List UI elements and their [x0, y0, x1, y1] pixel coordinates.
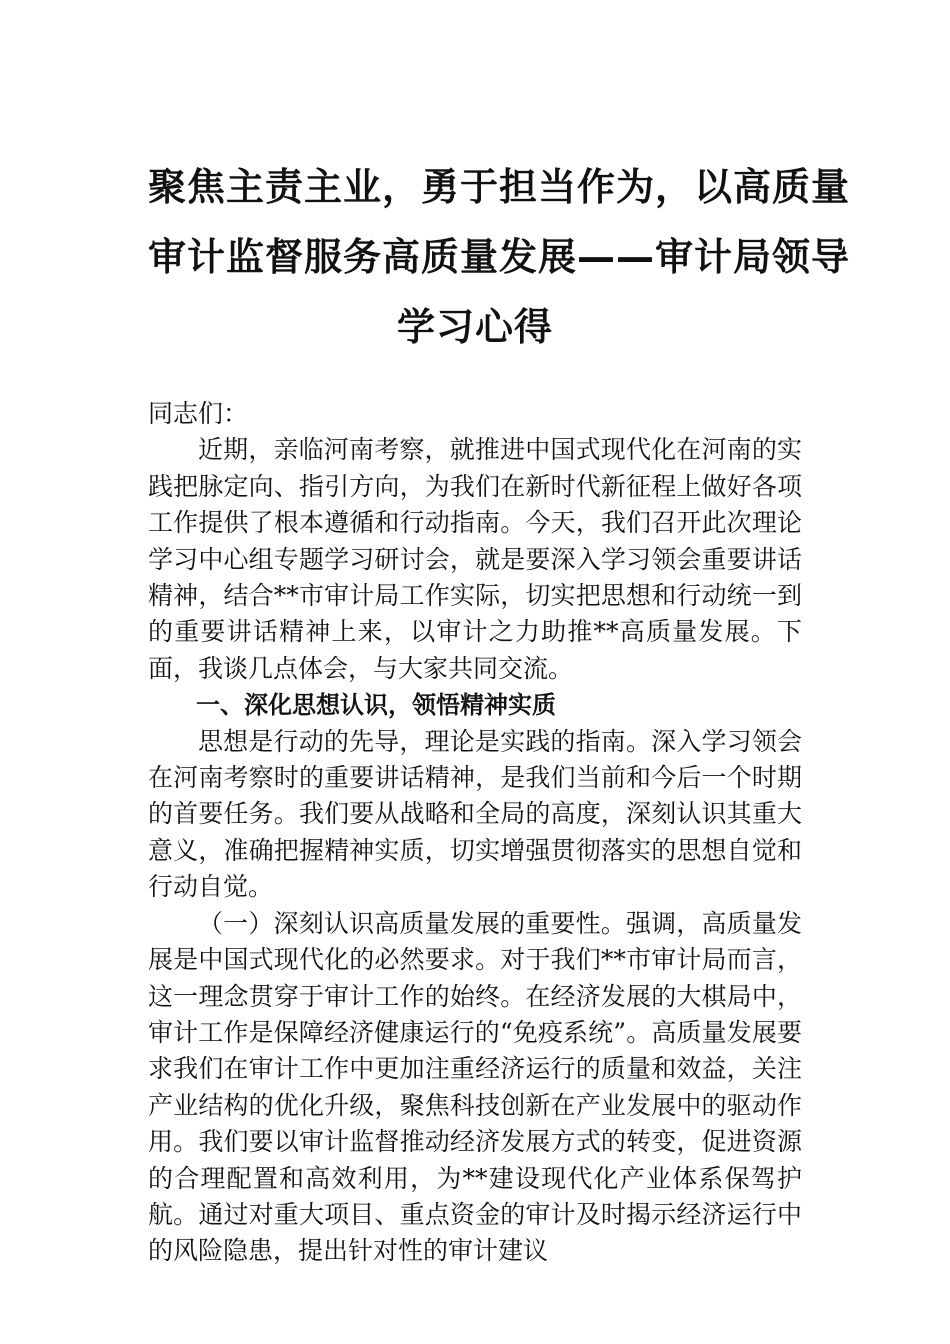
title-line-2: 审计监督服务高质量发展——审计局领导: [148, 235, 851, 279]
document-title: [148, 152, 851, 362]
title-line-1: 聚焦主责主业，勇于担当作为，以高质量: [148, 165, 851, 209]
paragraph-section-1: 思想是行动的先导，理论是实践的指南。深入学习领会在河南考察时的重要讲话精神，是我们当前和今后一个时期的首要任务。我们要从战略和全局的高度，深刻认识其重大意义，准确把握精神实质，切实增强贯彻落实的思想自觉和行动自觉。: [148, 726, 802, 902]
paragraph-intro: 近期，亲临河南考察，就推进中国式现代化在河南的实践把脉定向、指引方向，为我们在新时代新征程上做好各项工作提供了根本遵循和行动指南。今天，我们召开此次理论学习中心组专题学习研讨会，就是要深入学习领会重要讲话精神，结合**市审计局工作实际，切实把思想和行动统一到的重要讲话精神上来，以审计之力助推**高质量发展。下面，我谈几点体会，与大家共同交流。: [148, 435, 802, 683]
salutation: 同志们：: [148, 399, 249, 428]
document-body: [148, 396, 802, 1270]
paragraph-subsection-1: （一）深刻认识高质量发展的重要性。强调，高质量发展是中国式现代化的必然要求。对于我们**市审计局而言，这一理念贯穿于审计工作的始终。在经济发展的大棋局中，审计工作是保障经济健康运行的“免疫系统”。高质量发展要求我们在审计工作中更加注重经济运行的质量和效益，关注产业结构的优化升级，聚焦科技创新在产业发展中的驱动作用。我们要以审计监督推动经济发展方式的转变，促进资源的合理配置和高效利用，为**建设现代化产业体系保驾护航。通过对重大项目、重点资金的审计及时揭示经济运行中的风险隐患，提出针对性的审计建议: [148, 908, 802, 1266]
title-line-3: 学习心得: [396, 305, 553, 349]
section-heading-1: 一、深化思想认识，领悟精神实质: [196, 691, 556, 720]
